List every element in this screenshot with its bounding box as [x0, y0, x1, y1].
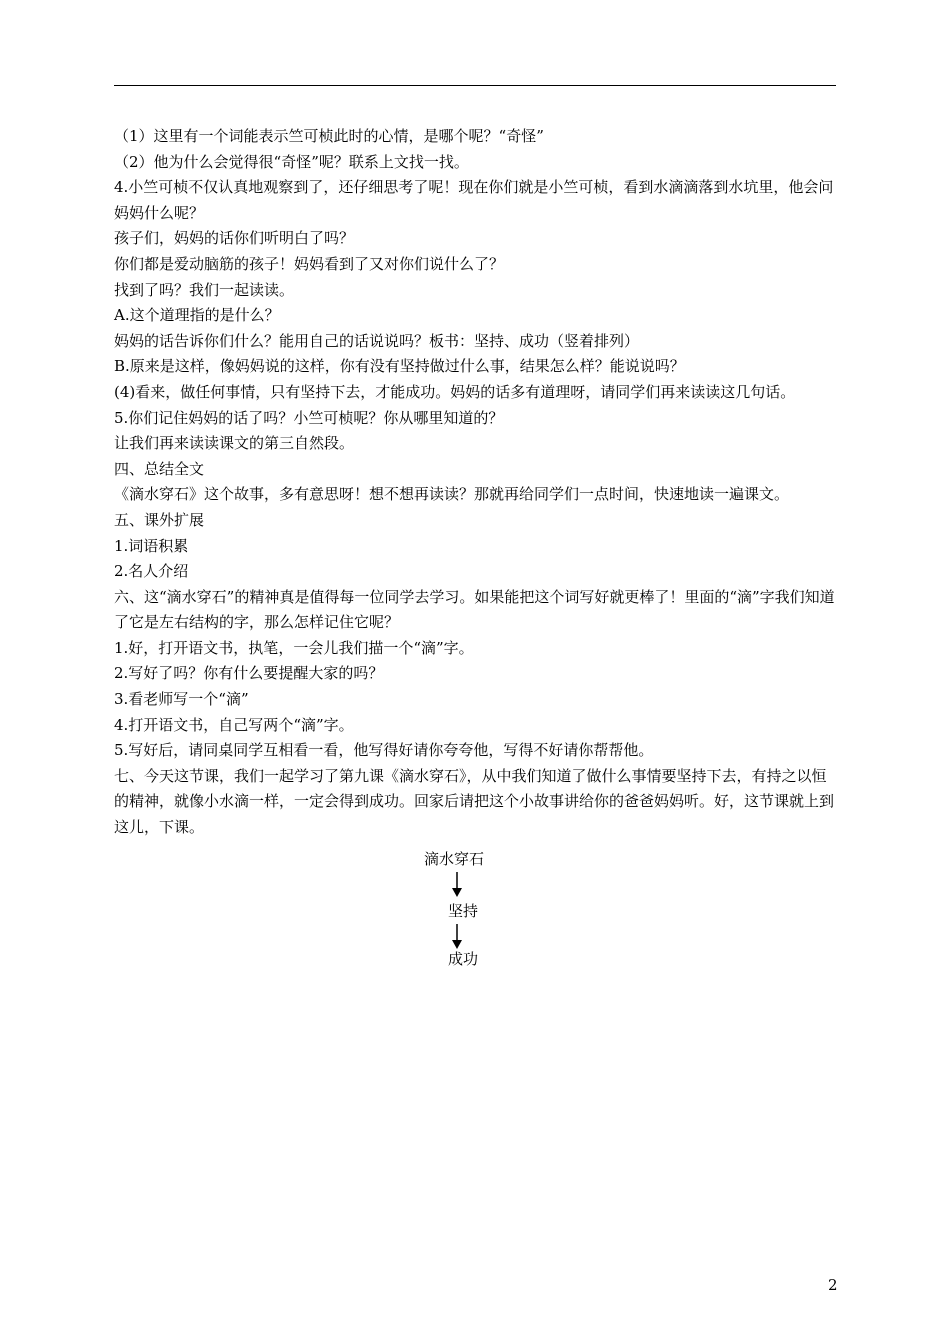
flow-node-top: 滴水穿石	[424, 850, 485, 868]
down-arrow-icon	[450, 924, 464, 950]
paragraph: 妈妈的话告诉你们什么？能用自己的话说说吗？板书：坚持、成功（竖着排列）	[114, 331, 640, 350]
header-rule	[114, 85, 836, 86]
body-text	[114, 124, 838, 841]
paragraph: 孩子们，妈妈的话你们听明白了吗？	[114, 229, 355, 248]
paragraph: 2.写好了吗？你有什么要提醒大家的吗？	[114, 664, 384, 683]
paragraph: 七、今天这节课，我们一起学习了第九课《滴水穿石》，从中我们知道了做什么事情要坚持下去，有持之以恒的精神，就像小水滴一样，一定会得到成功。回家后请把这个小故事讲给你的爸爸妈妈听。好，这节课就上到这儿，下课。	[114, 766, 835, 837]
paragraph: A.这个道理指的是什么？	[114, 306, 280, 325]
section-heading: 五、课外扩展	[114, 510, 205, 529]
paragraph: （2）他为什么会觉得很“奇怪”呢？联系上文找一找。	[114, 152, 469, 171]
paragraph: 5.你们记住妈妈的话了吗？小竺可桢呢？你从哪里知道的？	[114, 408, 504, 427]
flow-node-middle: 坚持	[448, 902, 479, 920]
paragraph: 1.词语积累	[114, 536, 189, 555]
paragraph: 让我们再来读读课文的第三自然段。	[114, 434, 355, 453]
paragraph: B.原来是这样，像妈妈说的这样，你有没有坚持做过什么事，结果怎么样？能说说吗？	[114, 357, 685, 376]
paragraph: 3.看老师写一个“滴”	[114, 690, 249, 709]
paragraph: 六、这“滴水穿石”的精神真是值得每一位同学去学习。如果能把这个词写好就更棒了！里面的“滴”字我们知道了它是左右结构的字，那么怎样记住它呢？	[114, 587, 835, 632]
paragraph: 《滴水穿石》这个故事，多有意思呀！想不想再读读？那就再给同学们一点时间，快速地读一遍课文。	[114, 485, 790, 504]
down-arrow-icon	[450, 872, 464, 898]
paragraph: 找到了吗？我们一起读读。	[114, 280, 295, 299]
paragraph: 4.小竺可桢不仅认真地观察到了，还仔细思考了呢！现在你们就是小竺可桢，看到水滴滴落到水坑里，他会问妈妈什么呢？	[114, 178, 834, 222]
paragraph: 你们都是爱动脑筋的孩子！妈妈看到了又对你们说什么了？	[114, 254, 505, 273]
paragraph: 2.名人介绍	[114, 562, 189, 581]
paragraph: （1）这里有一个词能表示竺可桢此时的心情，是哪个呢？“奇怪”	[114, 127, 544, 145]
paragraph: (4)看来，做任何事情，只有坚持下去，才能成功。妈妈的话多有道理呀，请同学们再来读读这几句话。	[114, 382, 796, 401]
flow-node-bottom: 成功	[448, 950, 479, 968]
paragraph: 4.打开语文书，自己写两个“滴”字。	[114, 715, 354, 734]
page-number: 2	[828, 1276, 838, 1294]
paragraph: 1.好，打开语文书，执笔，一会儿我们描一个“滴”字。	[114, 638, 474, 657]
section-heading: 四、总结全文	[114, 459, 205, 478]
paragraph: 5.写好后，请同桌同学互相看一看，他写得好请你夸夸他，写得不好请你帮帮他。	[114, 741, 654, 760]
